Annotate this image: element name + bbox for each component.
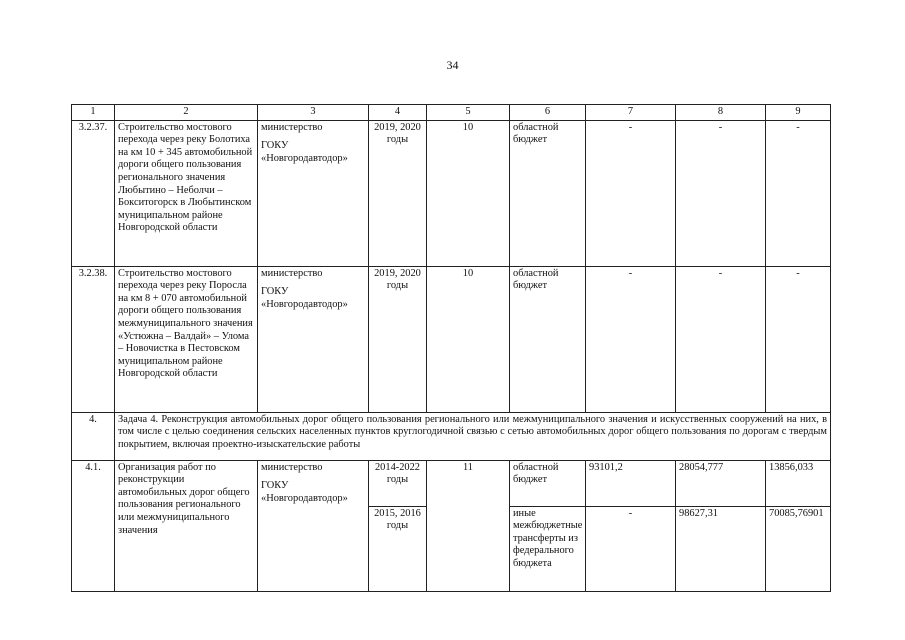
column-number: 3 (258, 105, 369, 121)
funding-source: иные межбюджетные трансферты из федерального бюджета (510, 506, 586, 591)
funding-source: областной бюджет (510, 266, 586, 412)
task-row (72, 412, 831, 460)
column-number: 6 (510, 105, 586, 121)
value-col8: - (676, 120, 766, 266)
column-number: 9 (766, 105, 831, 121)
measure-name: Строительство мостового перехода через реку Поросла на км 8 + 070 автомобильной дороги общего пользования межмуниципального значения «Устюжна – Валдай» – Улома – Новочистка в Пестовском муниципальном районе Новгородской области (115, 266, 258, 412)
value-col7: - (586, 120, 676, 266)
column-number: 5 (427, 105, 510, 121)
executor-ministry: министерство (261, 121, 323, 133)
value-col7: - (586, 506, 676, 591)
table-row (72, 266, 831, 412)
measure-name: Строительство мостового перехода через реку Болотиха на км 10 + 345 автомобильной дороги общего пользования регионального значения Любытино – Неболчи – Бокситогорск в Любытинском муниципальном районе Новгородской области (115, 120, 258, 266)
column-number: 8 (676, 105, 766, 121)
funding-source: областной бюджет (510, 460, 586, 506)
value-col8: 98627,31 (676, 506, 766, 591)
value-col7: - (586, 266, 676, 412)
executor-cell (258, 120, 369, 266)
executor-ministry: министерство (261, 267, 323, 279)
executor-agency: ГОКУ «Новгородавтодор» (261, 286, 348, 310)
column-number: 2 (115, 105, 258, 121)
program-table (71, 104, 831, 592)
executor-agency: ГОКУ «Новгородавтодор» (261, 480, 348, 504)
value-col8: 28054,777 (676, 460, 766, 506)
funding-source: областной бюджет (510, 120, 586, 266)
value-col9: 13856,033 (766, 460, 831, 506)
years-cell: 2019, 2020 годы (369, 266, 427, 412)
column-number: 4 (369, 105, 427, 121)
column-number: 7 (586, 105, 676, 121)
value-col8: - (676, 266, 766, 412)
years-cell: 2019, 2020 годы (369, 120, 427, 266)
target-indicator: 11 (427, 460, 510, 591)
column-number: 1 (72, 105, 115, 121)
value-col9: 70085,76901 (766, 506, 831, 591)
row-number: 4.1. (72, 460, 115, 591)
page-number: 34 (446, 58, 459, 72)
years-cell: 2015, 2016 годы (369, 506, 427, 591)
row-number: 3.2.38. (72, 266, 115, 412)
years-cell: 2014-2022 годы (369, 460, 427, 506)
column-number-row (72, 105, 831, 121)
executor-cell (258, 266, 369, 412)
row-number: 3.2.37. (72, 120, 115, 266)
target-indicator: 10 (427, 120, 510, 266)
task-number: 4. (72, 412, 115, 460)
executor-ministry: министерство (261, 461, 323, 473)
measure-name: Организация работ по реконструкции автомобильных дорог общего пользования регионального или межмуниципального значения (115, 460, 258, 591)
value-col9: - (766, 266, 831, 412)
executor-cell (258, 460, 369, 591)
table-row (72, 120, 831, 266)
executor-agency: ГОКУ «Новгородавтодор» (261, 140, 348, 164)
target-indicator: 10 (427, 266, 510, 412)
table-row (72, 460, 831, 506)
value-col9: - (766, 120, 831, 266)
value-col7: 93101,2 (586, 460, 676, 506)
task-title: Задача 4. Реконструкция автомобильных дорог общего пользования регионального или межмуниципального значения и искусственных сооружений на них, в том числе с целью соединения сельских населенных пунктов круглогодичной связью с сетью автомобильных дорог общего пользования по дорогам с твердым покрытием, включая проектно-изыскательские работы (115, 412, 831, 460)
